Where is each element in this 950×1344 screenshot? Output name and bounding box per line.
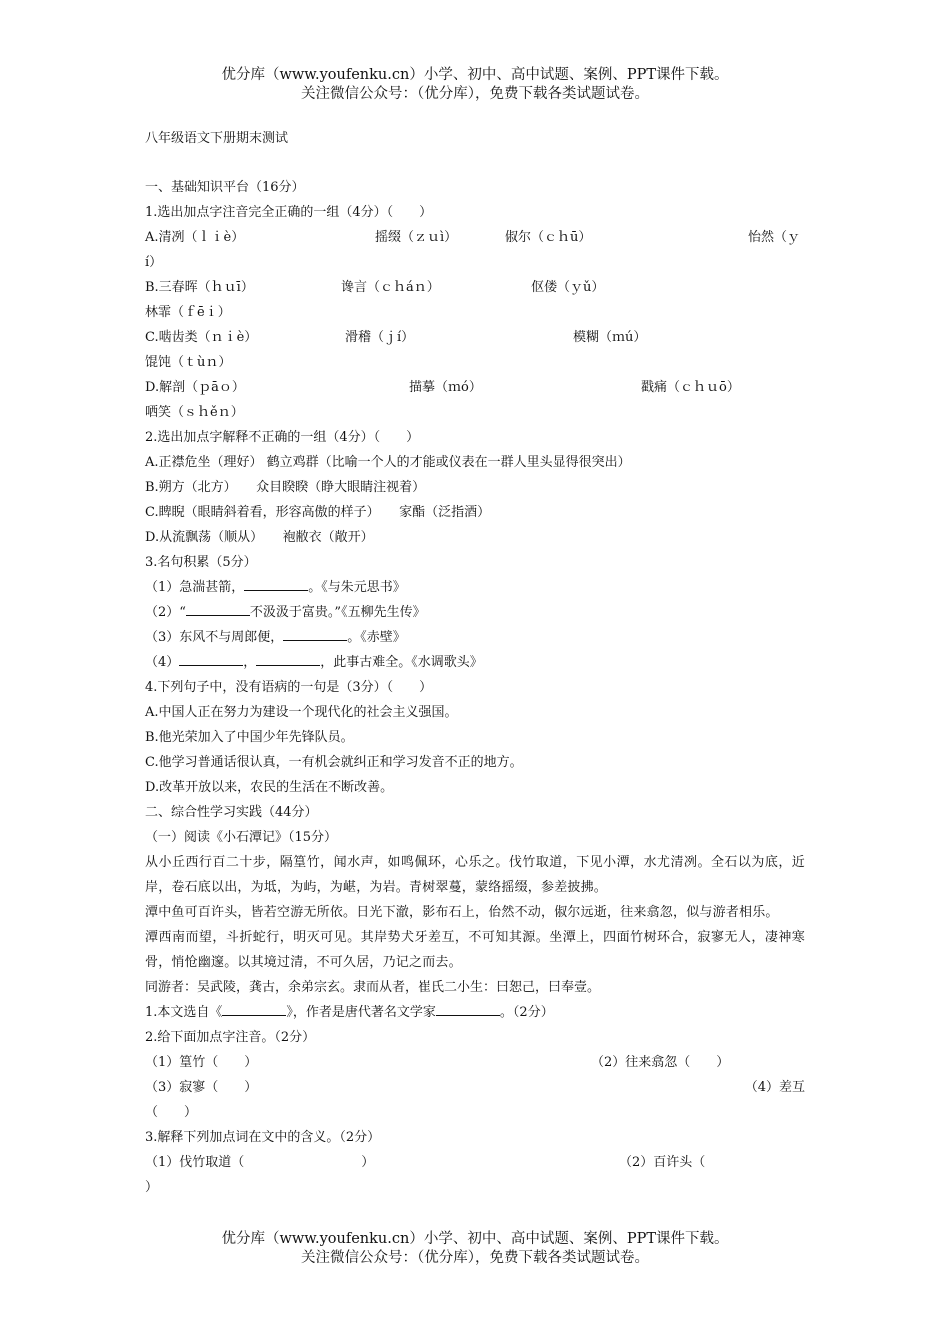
rq2-item-1: （1）篁竹（ ） <box>145 1055 258 1070</box>
rq2-line-2 <box>145 1075 805 1100</box>
question-4-stem: 4.下列句子中，没有语病的一句是（3分）（ ） <box>145 680 433 695</box>
answer-blank[interactable] <box>179 651 243 666</box>
answer-blank[interactable] <box>436 1001 500 1016</box>
rq2-item-4-wrap: （ ） <box>145 1105 198 1120</box>
q1-a-item-2: 摇缀（ｚｕì） <box>375 230 458 245</box>
q1-option-c-line <box>145 325 805 350</box>
reading-paragraph-2: 潭中鱼可百许头，皆若空游无所依。日光下澈，影布石上，佁然不动，俶尔远逝，往来翕忽，似与游者相乐。 <box>145 905 779 920</box>
rq2-item-4: （4）差互 <box>744 1080 805 1095</box>
question-1-stem: 1.选出加点字注音完全正确的一组（4分）（ ） <box>145 205 433 220</box>
q2-option-a: A.正襟危坐（理好） 鹤立鸡群（比喻一个人的才能或仪表在一群人里头显得很突出） <box>145 455 631 470</box>
question-2-stem: 2.选出加点字解释不正确的一组（4分）（ ） <box>145 430 420 445</box>
q3-s4-text-a: （4） <box>145 655 180 670</box>
page-header <box>0 66 950 104</box>
section-2-heading: 二、综合性学习实践（44分） <box>145 805 318 820</box>
q4-option-d: D.改革开放以来，农民的生活在不断改善。 <box>145 780 394 795</box>
page-footer <box>0 1230 950 1268</box>
q1-d-item-3: 戳痛（ｃｈｕō） <box>641 380 740 395</box>
section-1-heading: 一、基础知识平台（16分） <box>145 180 305 195</box>
q3-sentence-2 <box>145 600 805 625</box>
q1-b-item-2: 谗言（ｃｈáｎ） <box>341 280 440 295</box>
q4-option-c: C.他学习普通话很认真，一有机会就纠正和学习发音不正的地方。 <box>145 755 523 770</box>
answer-blank[interactable] <box>222 1001 286 1016</box>
rq3-item-2: （2）百许头（ <box>619 1155 706 1170</box>
q1-a-item-4: 怡然（ｙ <box>748 230 801 245</box>
reading-question-2-stem: 2.给下面加点字注音。（2分） <box>145 1030 316 1045</box>
reading-paragraph-3: 潭西南而望，斗折蛇行，明灭可见。其岸势犬牙差互，不可知其源。坐潭上，四面竹树环合，寂寥无人，凄神寒骨，悄怆幽邃。以其境过清，不可久居，乃记之而去。 <box>145 930 805 970</box>
q1-option-a-wrap: í） <box>145 255 163 270</box>
reading-paragraph-1: 从小丘西行百二十步，隔篁竹，闻水声，如鸣佩环，心乐之。伐竹取道，下见小潭，水尤清冽。全石以为底，近岸，卷石底以出，为坻，为屿，为嵁，为岩。青树翠蔓，蒙络摇缀，参差披拂。 <box>145 855 805 895</box>
header-line-1: 优分库（www.youfenku.cn）小学、初中、高中试题、案例、PPT课件下载。 <box>221 67 729 83</box>
q4-option-a: A.中国人正在努力为建设一个现代化的社会主义强国。 <box>145 705 458 720</box>
reading-question-3-stem: 3.解释下列加点词在文中的含义。（2分） <box>145 1130 381 1145</box>
answer-blank[interactable] <box>283 626 347 641</box>
reading-question-1 <box>145 1000 805 1025</box>
footer-line-1: 优分库（www.youfenku.cn）小学、初中、高中试题、案例、PPT课件下载。 <box>221 1231 729 1247</box>
document-body <box>145 126 805 1200</box>
answer-blank[interactable] <box>256 651 320 666</box>
q1-d-item-2: 描摹（ｍó） <box>409 380 482 395</box>
rq2-item-2: （2）往来翕忽（ ） <box>591 1055 730 1070</box>
q1-c-item-3: 模糊（ｍú） <box>573 330 647 345</box>
q3-s1-text-a: （1）急湍甚箭， <box>145 580 245 595</box>
reading-title: （一）阅读《小石潭记》（15分） <box>145 830 338 845</box>
q4-option-b: B.他光荣加入了中国少年先锋队员。 <box>145 730 354 745</box>
answer-blank[interactable] <box>244 576 308 591</box>
q1-c-item-1: C.啮齿类（ｎｉè） <box>145 330 258 345</box>
q1-a-item-3: 俶尔（ｃｈū） <box>505 230 592 245</box>
q3-sentence-4 <box>145 650 805 675</box>
q1-c-item-4: 馄饨（ｔùｎ） <box>145 355 232 370</box>
header-line-2: 关注微信公众号：（优分库），免费下载各类试题试卷。 <box>301 86 649 102</box>
reading-paragraph-4: 同游者：吴武陵，龚古，余弟宗玄。隶而从者，崔氏二小生：曰恕己，曰奉壹。 <box>145 980 601 995</box>
q2-option-d: D.从流飘荡（顺从） 袍敝衣（敞开） <box>145 530 374 545</box>
q1-option-b-line <box>145 275 805 300</box>
q3-s4-text-c: ，此事古难全。《水调歌头》 <box>320 655 483 670</box>
q1-a-item-1: A.清冽（ｌｉè） <box>145 230 245 245</box>
rq3-item-2-wrap: ） <box>145 1180 159 1195</box>
q3-s4-text-b: ， <box>243 655 257 670</box>
rq3-line-1 <box>145 1150 805 1175</box>
q2-option-b: B.朔方（北方） 众目睽睽（睁大眼睛注视着） <box>145 480 426 495</box>
q1-option-d-line <box>145 375 805 400</box>
rq2-line-1 <box>145 1050 805 1075</box>
q3-s3-text-a: （3）东风不与周郎便， <box>145 630 284 645</box>
q1-b-item-3: 伛偻（ｙǔ） <box>531 280 605 295</box>
q2-option-c: C.睥睨（眼睛斜着看，形容高傲的样子） 家酯（泛指酒） <box>145 505 491 520</box>
rq1-text-a: 1.本文选自《 <box>145 1005 223 1020</box>
rq1-text-c: 。（2分） <box>499 1005 554 1020</box>
q3-s2-text-b: 不汲汲于富贵。”《五柳先生传》 <box>249 605 426 620</box>
q1-d-item-1: D.解剖（ｐāｏ） <box>145 380 245 395</box>
q3-sentence-3 <box>145 625 805 650</box>
q3-s2-text-a: （2）“ <box>145 605 186 620</box>
q3-sentence-1 <box>145 575 805 600</box>
rq2-item-3: （3）寂寥（ ） <box>145 1080 258 1095</box>
document-title: 八年级语文下册期末测试 <box>145 131 289 146</box>
q1-option-a-line <box>145 225 805 250</box>
answer-blank[interactable] <box>186 601 250 616</box>
rq3-item-1: （1）伐竹取道（ ） <box>145 1155 375 1170</box>
rq1-text-b: 》，作者是唐代著名文学家 <box>286 1005 436 1020</box>
q1-b-item-4: 林霏（ｆēｉ） <box>145 305 231 320</box>
q3-s1-text-b: 。《与朱元思书》 <box>308 580 406 595</box>
q3-s3-text-b: 。《赤壁》 <box>347 630 406 645</box>
footer-line-2: 关注微信公众号：（优分库），免费下载各类试题试卷。 <box>301 1250 649 1266</box>
question-3-stem: 3.名句积累（5分） <box>145 555 257 570</box>
q1-c-item-2: 滑稽（ｊí） <box>345 330 415 345</box>
q1-d-item-4: 哂笑（ｓｈěｎ） <box>145 405 244 420</box>
q1-b-item-1: B.三春晖（ｈｕī） <box>145 280 254 295</box>
